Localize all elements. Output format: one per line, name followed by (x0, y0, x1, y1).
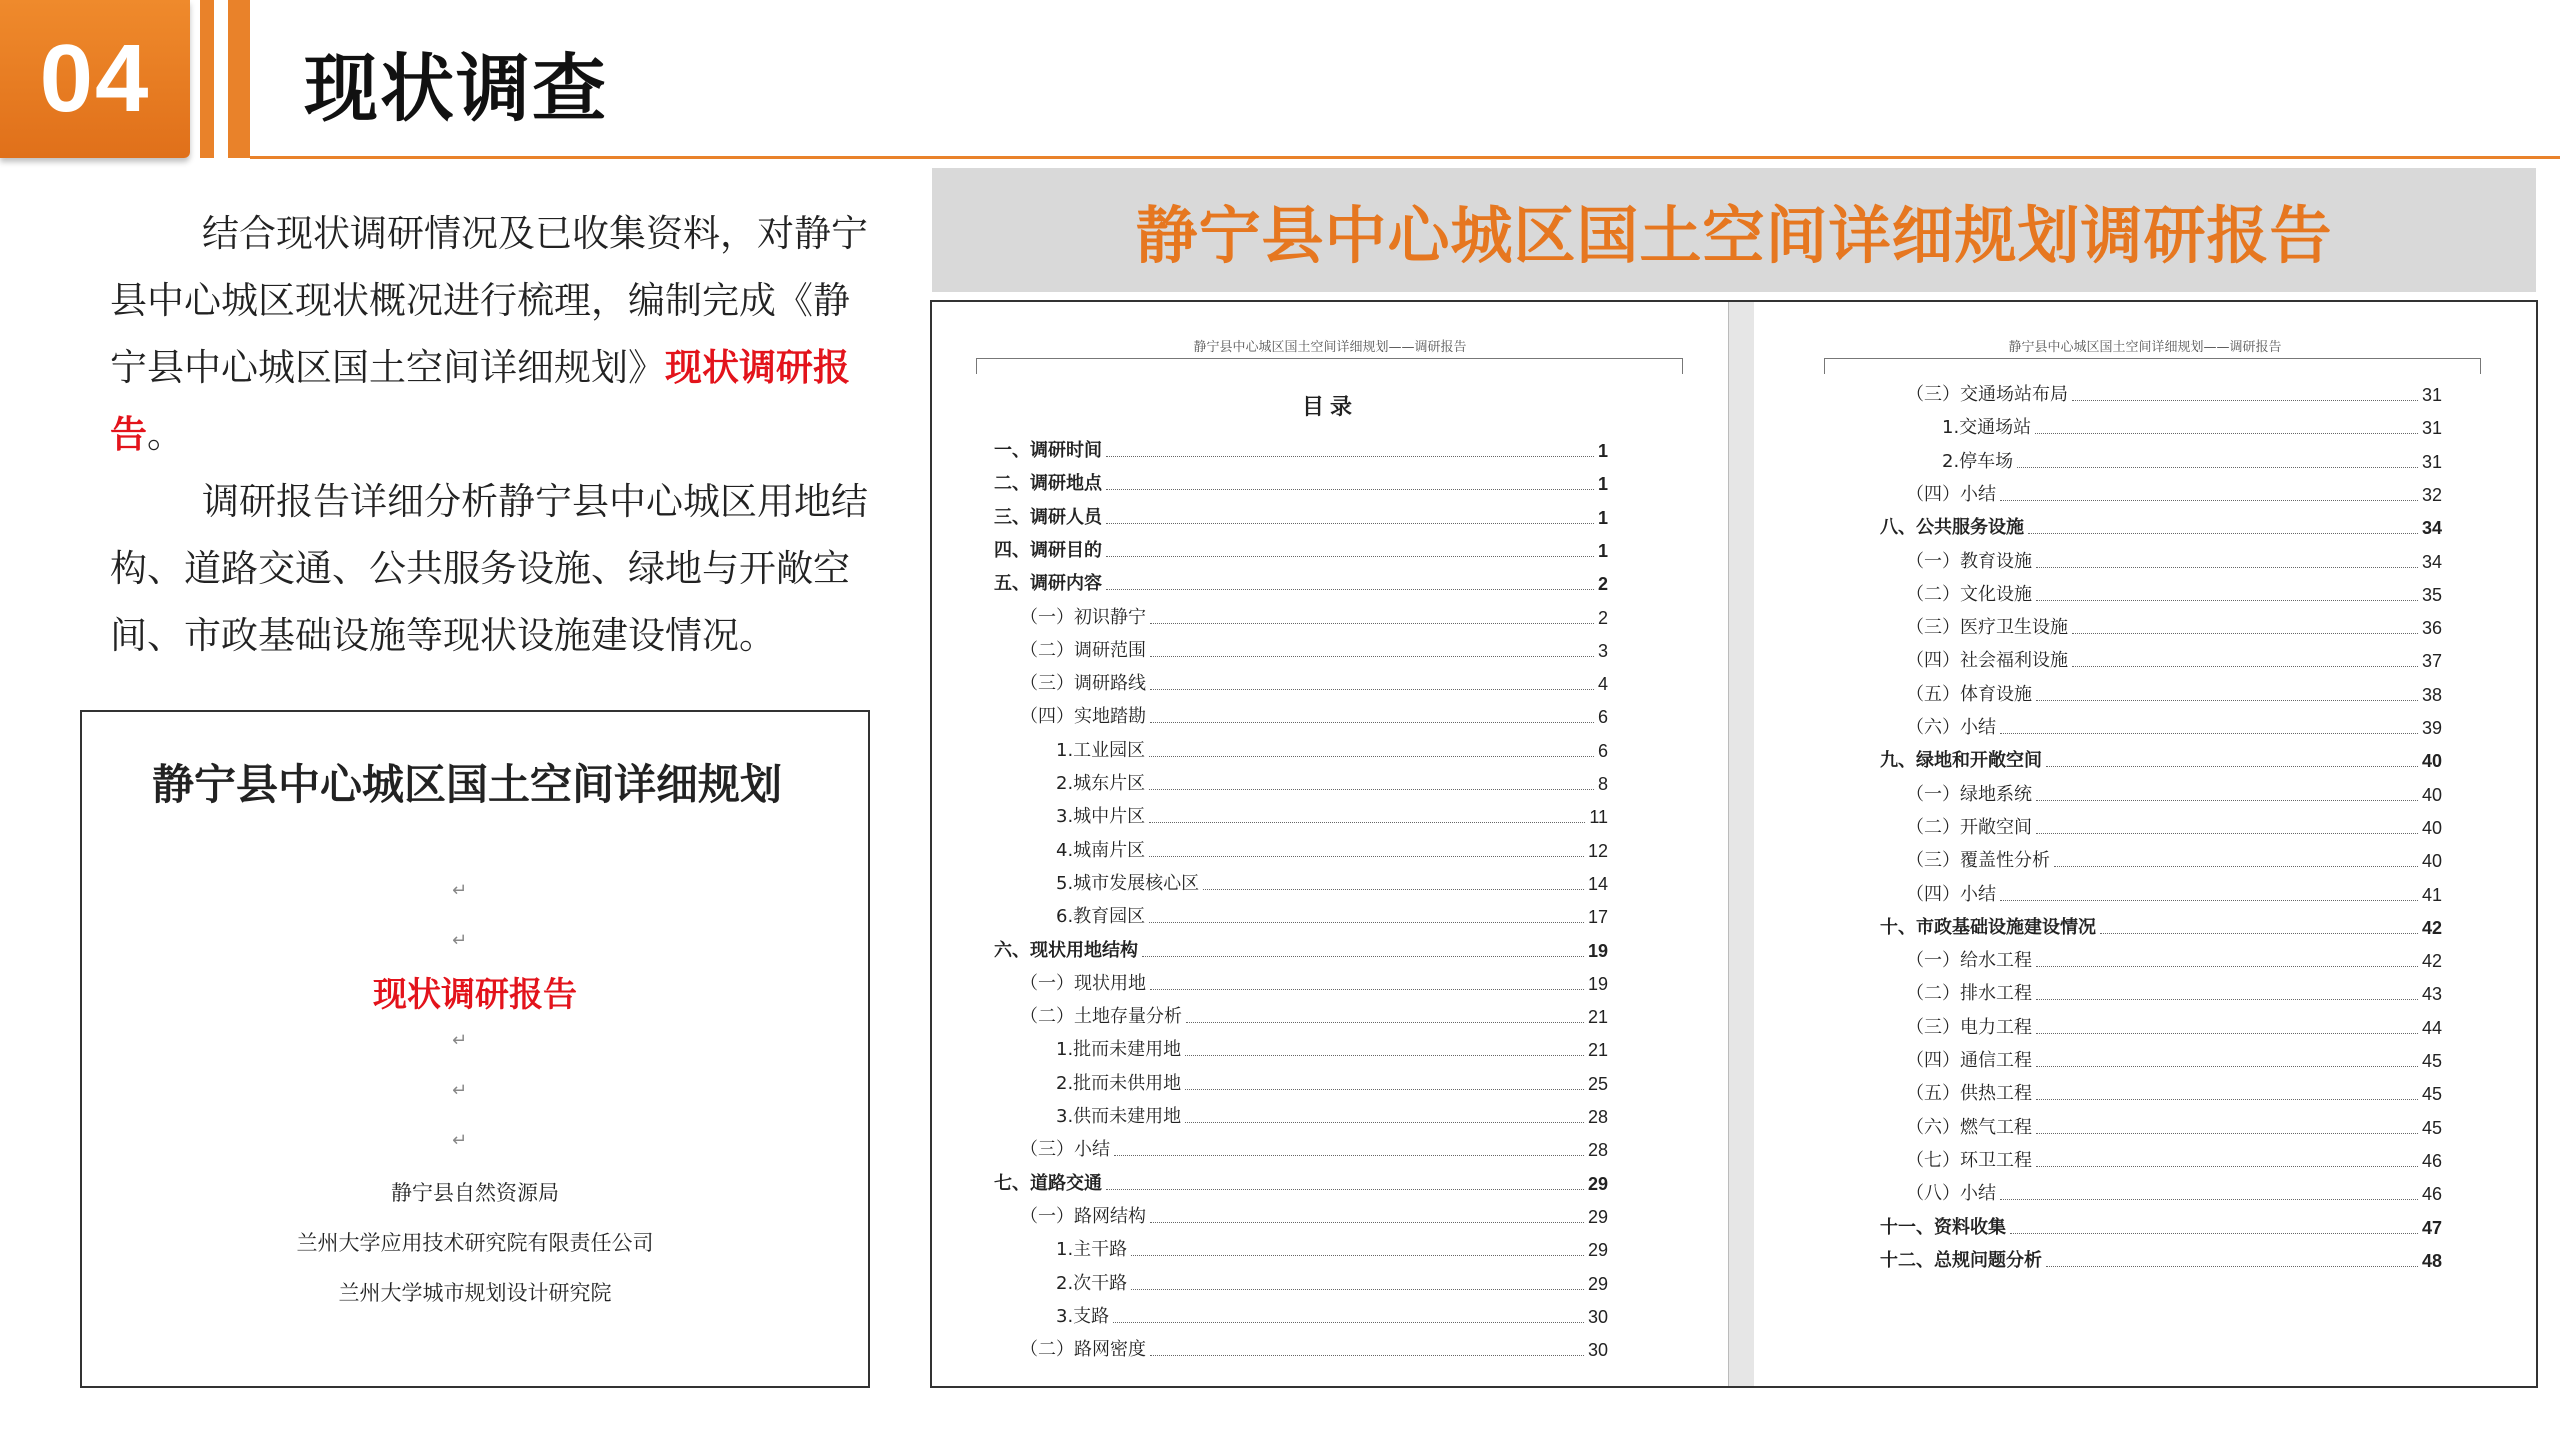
toc-entry (1056, 804, 1608, 828)
toc-entry (994, 1171, 1608, 1195)
toc-leader-dots (1142, 956, 1584, 957)
toc-leader-dots (1150, 1222, 1584, 1223)
toc-entry-page: 45 (2421, 1117, 2442, 1138)
toc-leader-dots (1149, 789, 1594, 790)
header-rule-tick (1824, 358, 1825, 374)
toc-entry (1906, 715, 2442, 739)
toc-entry-label: 3.供而未建用地 (1056, 1106, 1182, 1127)
section-number: 04 (39, 25, 151, 132)
toc-leader-dots (2054, 866, 2418, 867)
toc-entry-page: 31 (2421, 418, 2442, 439)
toc-entry-label: 二、调研地点 (994, 473, 1102, 495)
toc-entry (994, 471, 1608, 495)
toc-entry-label: （二）排水工程 (1906, 983, 2032, 1005)
toc-entry-page: 46 (2421, 1150, 2442, 1171)
toc-entry (1880, 915, 2442, 939)
cover-org: 静宁县自然资源局 (391, 1181, 559, 1205)
toc-entry-page: 21 (1587, 1040, 1608, 1061)
toc-entry (1020, 671, 1608, 695)
toc-entry-page: 40 (2421, 784, 2442, 805)
toc-entry-page: 42 (2421, 917, 2442, 938)
toc-entry-page: 36 (2421, 618, 2442, 639)
toc-leader-dots (2036, 999, 2418, 1000)
toc-entry (1020, 1004, 1608, 1028)
intro-text (110, 200, 870, 669)
toc-leader-dots (2036, 1166, 2418, 1167)
toc-leader-dots (1150, 1355, 1584, 1356)
toc-leader-dots (2046, 1266, 2418, 1267)
toc-entry (1020, 605, 1608, 629)
toc-leader-dots (2036, 700, 2418, 701)
cover-title: 静宁县中心城区国土空间详细规划 (152, 763, 783, 809)
toc-entry-page: 40 (2421, 817, 2442, 838)
toc-entry-label: 2.批而未供用地 (1056, 1072, 1182, 1094)
header-rule-tick (2480, 358, 2481, 374)
toc-entry-label: （五）体育设施 (1906, 683, 2032, 705)
toc-entry-label: （六）燃气工程 (1906, 1116, 2032, 1138)
toc-entry (1020, 638, 1608, 662)
header-rule (976, 358, 1682, 359)
toc-leader-dots (2100, 933, 2418, 934)
toc-entry (1906, 948, 2442, 972)
toc-entry-label: 八、公共服务设施 (1880, 517, 2024, 539)
toc-entry-page: 14 (1587, 873, 1608, 894)
toc-entry-page: 42 (2421, 951, 2442, 972)
toc-leader-dots (1185, 1122, 1584, 1123)
toc-leader-dots (1203, 889, 1584, 890)
toc-entry (1906, 782, 2442, 806)
toc-entry-label: （一）路网结构 (1020, 1205, 1146, 1227)
toc-entry-label: （二）开敞空间 (1906, 816, 2032, 838)
toc-entry-label: 九、绿地和开敞空间 (1880, 750, 2042, 772)
toc-leader-dots (1106, 556, 1594, 557)
toc-entry (1020, 1337, 1608, 1361)
header-rule-tick (1682, 358, 1683, 374)
toc-entry (1056, 1237, 1608, 1261)
toc-entry-label: 五、调研内容 (994, 573, 1102, 595)
intro-p1-text: 结合现状调研情况及已收集资料，对静宁县中心城区现状概况进行梳理，编制完成《静宁县中心城区国土空间详细规划》 (110, 212, 868, 389)
toc-entry-label: （五）供热工程 (1906, 1083, 2032, 1105)
toc-entry (1056, 1037, 1608, 1061)
toc-entry-page: 29 (1587, 1240, 1608, 1261)
toc-entry (1942, 449, 2442, 473)
toc-heading: 目录 (1301, 395, 1358, 420)
toc-entry-page: 34 (2421, 551, 2442, 572)
toc-entry (1906, 682, 2442, 706)
cover-org: 兰州大学应用技术研究院有限责任公司 (296, 1231, 654, 1255)
toc-leader-dots (2036, 833, 2418, 834)
toc-leader-dots (1113, 1322, 1584, 1323)
toc-entry-page: 48 (2421, 1250, 2442, 1271)
toc-entry (1906, 482, 2442, 506)
toc-entry-page: 37 (2421, 651, 2442, 672)
toc-leader-dots (2010, 1233, 2418, 1234)
toc-entry-label: 1.主干路 (1056, 1239, 1128, 1261)
toc-leader-dots (1114, 1155, 1584, 1156)
toc-entry-page: 30 (1587, 1306, 1608, 1327)
toc-entry (1020, 704, 1608, 728)
toc-leader-dots (2036, 966, 2418, 967)
toc-entry-page: 32 (2421, 484, 2442, 505)
header-accent-bar (228, 0, 250, 158)
toc-entry (994, 571, 1608, 595)
toc-entry (1906, 1048, 2442, 1072)
toc-leader-dots (2072, 666, 2418, 667)
toc-entry-page: 29 (1587, 1206, 1608, 1227)
toc-leader-dots (1149, 856, 1584, 857)
toc-entry-label: （二）调研范围 (1020, 639, 1146, 661)
toc-entry-page: 11 (1589, 807, 1608, 828)
intro-paragraph-1 (110, 200, 870, 468)
toc-entry (1880, 515, 2442, 539)
toc-entry-page: 1 (1597, 540, 1608, 561)
toc-entry-page: 25 (1587, 1073, 1608, 1094)
toc-entry (1056, 1104, 1608, 1128)
toc-entry (1056, 838, 1608, 862)
intro-paragraph-2: 调研报告详细分析静宁县中心城区用地结构、道路交通、公共服务设施、绿地与开敞空间、市政基础设施等现状设施建设情况。 (110, 480, 868, 657)
toc-entry-page: 39 (2421, 718, 2442, 738)
toc-entry-label: （一）绿地系统 (1906, 783, 2032, 805)
toc-entry-label: 4.城南片区 (1056, 839, 1146, 861)
toc-entry-page: 31 (2421, 385, 2442, 405)
toc-leader-dots (2028, 533, 2418, 534)
toc-entry-label: （一）给水工程 (1906, 950, 2032, 972)
toc-leader-dots (1150, 623, 1594, 624)
running-header: 静宁县中心城区国土空间详细规划——调研报告 (2008, 340, 2282, 355)
toc-entry (1056, 1071, 1608, 1095)
toc-entry-label: 十、市政基础设施建设情况 (1880, 916, 2096, 938)
toc-leader-dots (2072, 633, 2418, 634)
toc-document-image (930, 300, 2538, 1388)
toc-entry-page: 29 (1587, 1273, 1608, 1294)
toc-entry-label: （四）通信工程 (1906, 1050, 2032, 1071)
toc-entry-label: 六、现状用地结构 (994, 939, 1138, 961)
header-rule-tick (976, 358, 977, 374)
toc-entry (1906, 648, 2442, 672)
toc-entry (1880, 748, 2442, 772)
toc-entry-page: 8 (1597, 774, 1608, 794)
page-gutter (1728, 302, 1756, 1386)
toc-entry-page: 21 (1587, 1007, 1608, 1028)
toc-leader-dots (2046, 766, 2418, 767)
toc-entry (1906, 1115, 2442, 1139)
toc-entry (1906, 981, 2442, 1005)
toc-entry-label: 十一、资料收集 (1880, 1216, 2006, 1238)
toc-leader-dots (2036, 800, 2418, 801)
toc-entry-page: 28 (1587, 1140, 1608, 1161)
toc-entry-page: 1 (1597, 474, 1608, 495)
toc-entry-label: 2.次干路 (1056, 1272, 1128, 1294)
toc-entry (1906, 382, 2442, 406)
toc-entry-page: 44 (2421, 1017, 2442, 1038)
toc-entry (1056, 871, 1608, 895)
toc-entry (1056, 904, 1608, 928)
toc-entry (1056, 771, 1608, 795)
toc-leader-dots (1150, 689, 1594, 690)
toc-entry-page: 41 (2421, 884, 2442, 905)
toc-entry (1056, 1271, 1608, 1295)
toc-entry-page: 43 (2421, 984, 2442, 1005)
toc-leader-dots (1131, 1289, 1584, 1290)
toc-entry-label: （一）教育设施 (1906, 550, 2032, 572)
toc-entry-label: （二）路网密度 (1020, 1339, 1146, 1361)
toc-leader-dots (1150, 989, 1584, 990)
toc-entry-page: 46 (2421, 1184, 2442, 1205)
toc-entry-page: 30 (1587, 1340, 1608, 1361)
toc-entry (1880, 1215, 2442, 1239)
toc-entry-page: 3 (1597, 640, 1608, 661)
toc-entry (1906, 882, 2442, 906)
toc-entry-page: 28 (1587, 1107, 1608, 1127)
toc-leader-dots (2000, 500, 2418, 501)
toc-entry-label: 3.城中片区 (1056, 806, 1146, 828)
toc-entry-label: （八）小结 (1906, 1183, 1996, 1205)
toc-entry-label: 2.城东片区 (1056, 773, 1146, 794)
toc-page-right (1754, 302, 2536, 1386)
toc-entry-label: （四）社会福利设施 (1906, 650, 2068, 672)
intro-p1-end: 。 (147, 413, 184, 456)
toc-entry-page: 45 (2421, 1051, 2442, 1071)
toc-entry (1906, 1081, 2442, 1105)
toc-entry-page: 6 (1597, 707, 1608, 728)
toc-entry-label: （一）现状用地 (1020, 972, 1146, 994)
toc-leader-dots (2036, 1099, 2418, 1100)
toc-leader-dots (1150, 722, 1594, 723)
toc-entry-label: 3.支路 (1056, 1305, 1110, 1327)
toc-entry-page: 40 (2421, 751, 2442, 772)
toc-entry-label: 1.交通场站 (1942, 417, 2032, 439)
toc-leader-dots (2017, 467, 2418, 468)
toc-entry (1020, 1137, 1608, 1161)
toc-entry (1056, 738, 1608, 762)
paragraph-mark: ↵ (452, 1080, 468, 1101)
toc-entry-label: 5.城市发展核心区 (1056, 872, 1200, 894)
toc-entry-page: 35 (2421, 584, 2442, 605)
toc-entry (994, 505, 1608, 529)
toc-entry (994, 438, 1608, 462)
toc-leader-dots (1106, 1189, 1584, 1190)
toc-entry (1942, 415, 2442, 439)
toc-leader-dots (2000, 1199, 2418, 1200)
toc-entry-page: 19 (1587, 940, 1608, 961)
paragraph-mark: ↵ (452, 930, 468, 951)
toc-entry (1020, 1204, 1608, 1228)
toc-entry-label: （一）初识静宁 (1020, 606, 1146, 628)
toc-leader-dots (1149, 922, 1584, 923)
toc-entry-page: 2 (1597, 607, 1608, 628)
section-number-badge (0, 0, 190, 158)
toc-entry-label: （三）医疗卫生设施 (1906, 617, 2068, 639)
toc-entry (1906, 848, 2442, 872)
toc-entry-label: （六）小结 (1906, 717, 1996, 738)
report-cover-image (80, 710, 870, 1388)
toc-entry (1906, 1015, 2442, 1039)
toc-leader-dots (2036, 567, 2418, 568)
toc-leader-dots (1106, 589, 1594, 590)
toc-leader-dots (1185, 1089, 1584, 1090)
toc-entry-label: （四）小结 (1906, 883, 1996, 905)
toc-leader-dots (2036, 1066, 2418, 1067)
toc-entry-label: （三）小结 (1020, 1139, 1110, 1161)
intro-p1-highlight: 现状调研报告 (110, 346, 850, 456)
toc-entry-label: 四、调研目的 (994, 539, 1102, 561)
toc-entry-page: 1 (1597, 441, 1608, 461)
paragraph-mark: ↵ (452, 1130, 468, 1151)
toc-entry (1020, 971, 1608, 995)
toc-entry-label: （二）土地存量分析 (1020, 1006, 1182, 1028)
toc-leader-dots (1149, 822, 1585, 823)
toc-entry-page: 38 (2421, 684, 2442, 705)
toc-entry-label: 十二、总规问题分析 (1880, 1249, 2042, 1271)
toc-entry-label: 2.停车场 (1942, 450, 2014, 472)
report-title-banner (932, 168, 2536, 292)
toc-page-left (932, 302, 1728, 1386)
toc-leader-dots (2036, 1133, 2418, 1134)
toc-entry-label: 1.批而未建用地 (1056, 1039, 1182, 1061)
page-title: 现状调查 (304, 46, 608, 132)
toc-entry-page: 12 (1587, 840, 1608, 861)
toc-leader-dots (2036, 1033, 2418, 1034)
toc-entry-label: （七）环卫工程 (1906, 1149, 2032, 1171)
toc-leader-dots (2036, 600, 2418, 601)
header-accent-bar (200, 0, 214, 158)
toc-leader-dots (1106, 456, 1594, 457)
toc-entry-label: 三、调研人员 (994, 506, 1102, 528)
toc-entry-label: （四）小结 (1906, 483, 1996, 505)
toc-entry (994, 538, 1608, 562)
toc-leader-dots (1185, 1055, 1584, 1056)
toc-entry (1906, 1148, 2442, 1172)
toc-entry-label: （四）实地踏勘 (1020, 706, 1146, 728)
toc-entry-page: 17 (1587, 907, 1608, 928)
header-divider (250, 156, 2560, 159)
toc-entry-label: 一、调研时间 (994, 440, 1102, 461)
paragraph-mark: ↵ (452, 880, 468, 901)
toc-leader-dots (1186, 1022, 1584, 1023)
toc-entry-page: 19 (1587, 973, 1608, 994)
banner-title: 静宁县中心城区国土空间详细规划调研报告 (1135, 198, 2333, 272)
toc-entry-page: 31 (2421, 451, 2442, 472)
toc-leader-dots (2000, 900, 2418, 901)
toc-entry-label: （三）电力工程 (1906, 1016, 2032, 1038)
toc-entry-label: （三）调研路线 (1020, 673, 1146, 695)
toc-entry-page: 34 (2421, 518, 2442, 539)
toc-entry-page: 40 (2421, 851, 2442, 872)
toc-entry (1906, 815, 2442, 839)
toc-entry (1906, 549, 2442, 573)
paragraph-mark: ↵ (452, 1030, 468, 1051)
toc-entry-page: 1 (1597, 507, 1608, 528)
toc-entry (1906, 582, 2442, 606)
toc-entry-page: 45 (2421, 1084, 2442, 1105)
toc-leader-dots (1149, 756, 1594, 757)
toc-entry-page: 47 (2421, 1217, 2442, 1238)
toc-leader-dots (1150, 656, 1594, 657)
toc-entry-label: 1.工业园区 (1056, 739, 1146, 761)
toc-entry-page: 4 (1597, 674, 1608, 695)
toc-entry-label: （三）覆盖性分析 (1906, 850, 2050, 872)
cover-subtitle: 现状调研报告 (373, 977, 577, 1014)
toc-leader-dots (1106, 523, 1594, 524)
cover-org: 兰州大学城市规划设计研究院 (338, 1281, 612, 1305)
toc-entry-page: 2 (1597, 574, 1608, 595)
toc-entry (1906, 615, 2442, 639)
toc-entry-label: 七、道路交通 (994, 1172, 1102, 1194)
toc-entry (1906, 1181, 2442, 1205)
toc-entry-label: 6.教育园区 (1056, 906, 1146, 928)
header-rule (1824, 358, 2480, 359)
toc-entry (994, 938, 1608, 962)
toc-leader-dots (1106, 489, 1594, 490)
toc-entry-page: 29 (1587, 1173, 1608, 1194)
toc-leader-dots (2035, 433, 2418, 434)
toc-entry (1056, 1304, 1608, 1328)
toc-entry-label: （二）文化设施 (1906, 583, 2032, 605)
toc-leader-dots (1131, 1255, 1584, 1256)
toc-entry-label: （三）交通场站布局 (1906, 384, 2068, 405)
toc-leader-dots (2000, 733, 2418, 734)
toc-entry (1880, 1248, 2442, 1272)
running-header: 静宁县中心城区国土空间详细规划——调研报告 (1193, 340, 1467, 355)
toc-entry-page: 6 (1597, 740, 1608, 761)
toc-leader-dots (2072, 400, 2418, 401)
